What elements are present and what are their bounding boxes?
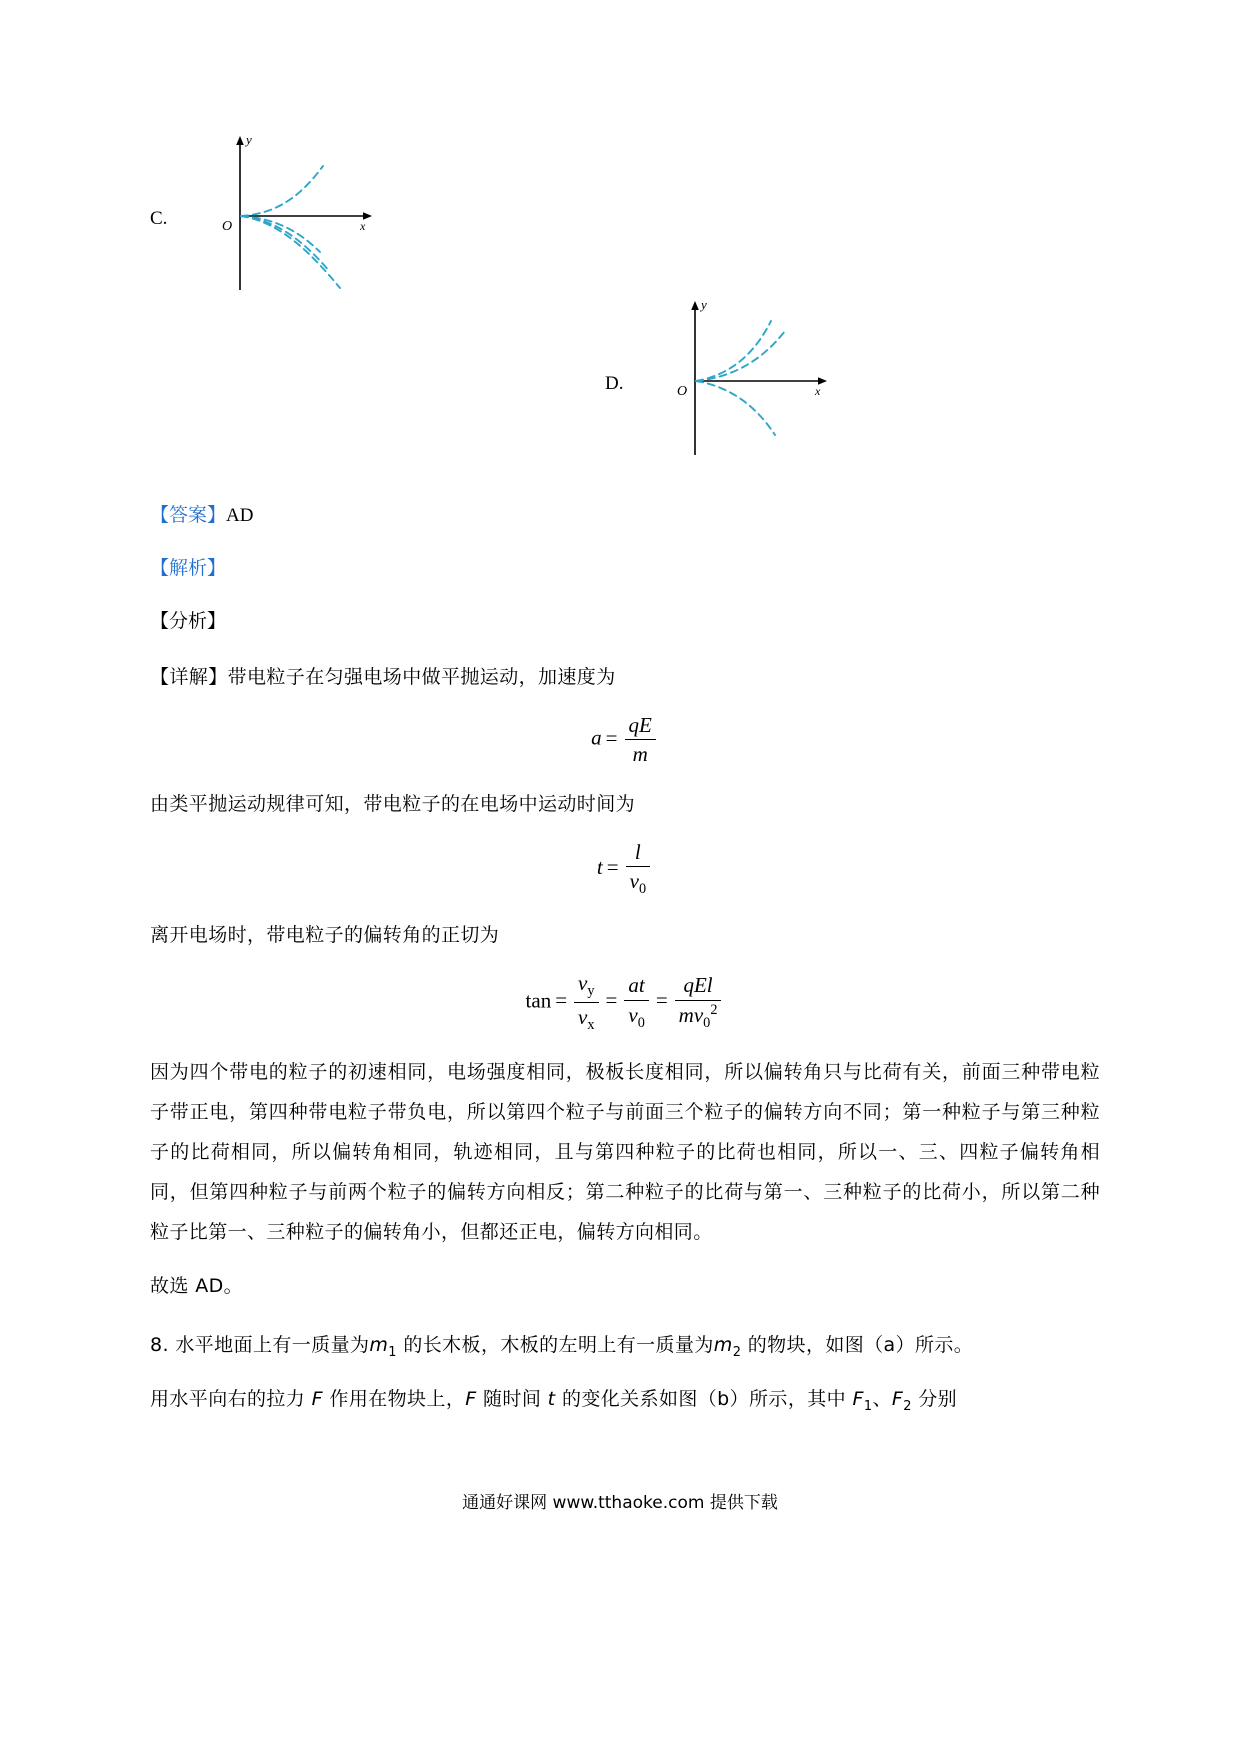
svg-text:x: x	[360, 219, 366, 233]
answer-line	[150, 500, 1100, 527]
svg-text:O: O	[222, 219, 233, 234]
eq3-f1-den-sub: x	[587, 1017, 595, 1034]
option-c-axes	[188, 130, 378, 300]
q8-l2-a: 用水平向右的拉力	[150, 1388, 312, 1411]
eq3-equals-3: =	[655, 988, 668, 1013]
q8-symbol-m1	[369, 1334, 397, 1361]
detail-paragraph-4: 因为四个带电的粒子的初速相同，电场强度相同，极板长度相同，所以偏转角只与比荷有关，前面三种带电粒子带正电，第四种带电粒子带负电，所以第四个粒子与前面三个粒子的偏转方向不同；第一种粒子与第三种粒子的比荷相同，所以偏转角相同，轨迹相同，且与第四种粒子的比荷也相同，所以一、三、四粒子偏转角相同，但第四种粒子与前两个粒子的偏转方向相反；第二种粒子的比荷与第一、三种粒子的比荷小，所以第二种粒子比第一、三种粒子的偏转角小，但都还正电，偏转方向相同。	[150, 1060, 1100, 1243]
eq3-f2-den-sub: 0	[637, 1014, 645, 1031]
eq2-fraction	[626, 839, 650, 899]
answer-value: AD	[226, 505, 254, 526]
q8-l2-b: 作用在物块上，	[322, 1388, 466, 1411]
eq2-lhs: t	[596, 854, 603, 879]
eq3-f2-den	[624, 1001, 648, 1033]
detail-paragraph-2: 由类平抛运动规律可知，带电粒子的在电场中运动时间为	[150, 792, 636, 815]
eq3-f3-den	[675, 1001, 722, 1033]
option-d-axes	[643, 295, 833, 465]
equation-acceleration	[150, 712, 1100, 768]
eq3-f2-den-base: v	[628, 1002, 638, 1027]
eq3-f2-num: at	[624, 972, 648, 1000]
q8-l2-c: 随时间	[476, 1388, 548, 1411]
q8-text-a: 8. 水平地面上有一质量为	[150, 1334, 370, 1357]
eq3-lhs: tan	[525, 988, 552, 1013]
eq3-f1-den-base: v	[578, 1004, 588, 1029]
sub-analysis-tag: 【分析】	[150, 610, 227, 632]
q8-symbol-t: t	[547, 1388, 556, 1411]
eq3-equals-2: =	[605, 988, 618, 1013]
q8-l2-d: 的变化关系如图（b）所示，其中	[555, 1388, 853, 1411]
q8-F2-sub: 2	[903, 1399, 912, 1415]
q8-F2-base: F	[891, 1388, 904, 1411]
eq1-denominator: m	[632, 742, 648, 767]
conclusion-paragraph: 故选 AD。	[150, 1275, 244, 1298]
analysis-tag: 【解析】	[150, 557, 227, 579]
eq3-f1-num-sub: y	[587, 983, 595, 1000]
q8-m2-base: m	[713, 1334, 733, 1357]
eq3-fraction-2	[624, 972, 648, 1032]
eq1-lhs: a	[591, 725, 602, 750]
eq3-f3-den-base: mv	[678, 1002, 704, 1027]
q8-symbol-F2	[891, 1388, 912, 1415]
question-8-line-2	[150, 1381, 1100, 1419]
q8-F1-sub: 1	[863, 1399, 873, 1415]
detail-paragraph-3: 离开电场时，带电粒子的偏转角的正切为	[150, 923, 500, 946]
eq3-f3-den-sub: 0	[703, 1014, 711, 1031]
eq2-den-base: v	[629, 868, 639, 893]
option-d-label: D.	[605, 373, 624, 394]
q8-symbol-F: F	[311, 1388, 323, 1411]
q8-m1-base: m	[369, 1334, 389, 1357]
analysis-line	[150, 553, 1100, 580]
q8-symbol-F-2: F	[465, 1388, 477, 1411]
eq2-denominator	[626, 867, 650, 899]
eq3-f3-num: qEl	[675, 972, 722, 1000]
eq3-fraction-1	[574, 970, 598, 1035]
q8-m1-sub: 1	[388, 1345, 397, 1361]
q8-text-c: 的物块，如图（a）所示。	[741, 1334, 974, 1357]
q8-symbol-F1	[852, 1388, 873, 1415]
eq2-equals: =	[606, 854, 619, 879]
eq3-f1-den	[574, 1003, 598, 1035]
svg-text:x: x	[815, 384, 821, 398]
eq2-numerator: l	[626, 839, 650, 867]
eq2-den-sub: 0	[638, 881, 647, 898]
answer-tag: 【答案】	[150, 504, 227, 526]
q8-m2-sub: 2	[732, 1345, 742, 1361]
detail-text-1: 带电粒子在匀强电场中做平抛运动，加速度为	[227, 666, 616, 688]
option-c-label: C.	[150, 208, 168, 229]
detail-paragraph-1	[150, 659, 1100, 696]
q8-l2-f: 分别	[911, 1388, 958, 1411]
detail-tag: 【详解】	[150, 666, 228, 688]
eq3-f1-num	[574, 970, 598, 1003]
q8-symbol-m2	[713, 1334, 742, 1361]
eq3-fraction-3	[675, 972, 722, 1032]
q8-text-b: 的长木板，木板的左明上有一质量为	[396, 1334, 714, 1357]
option-d-diagram	[605, 295, 825, 465]
q8-F1-base: F	[852, 1388, 864, 1411]
sub-analysis-line	[150, 606, 1100, 633]
svg-text:y: y	[701, 297, 707, 312]
equation-time	[150, 839, 1100, 899]
eq3-equals-1: =	[555, 988, 568, 1013]
svg-text:O: O	[677, 384, 688, 399]
page-footer: 通通好课网 www.tthaoke.com 提供下载	[462, 1493, 778, 1513]
eq3-f1-num-base: v	[578, 970, 588, 995]
option-c-diagram	[150, 130, 370, 300]
document-body	[150, 500, 1100, 1435]
svg-text:y: y	[246, 132, 252, 147]
eq3-f3-den-sup: 2	[710, 1001, 718, 1018]
eq1-equals: =	[605, 725, 618, 750]
eq1-fraction	[625, 712, 656, 768]
question-8-line-1	[150, 1327, 1100, 1365]
equation-tangent	[150, 970, 1100, 1035]
eq1-numerator: qE	[625, 712, 656, 740]
q8-l2-e: 、	[872, 1388, 892, 1411]
